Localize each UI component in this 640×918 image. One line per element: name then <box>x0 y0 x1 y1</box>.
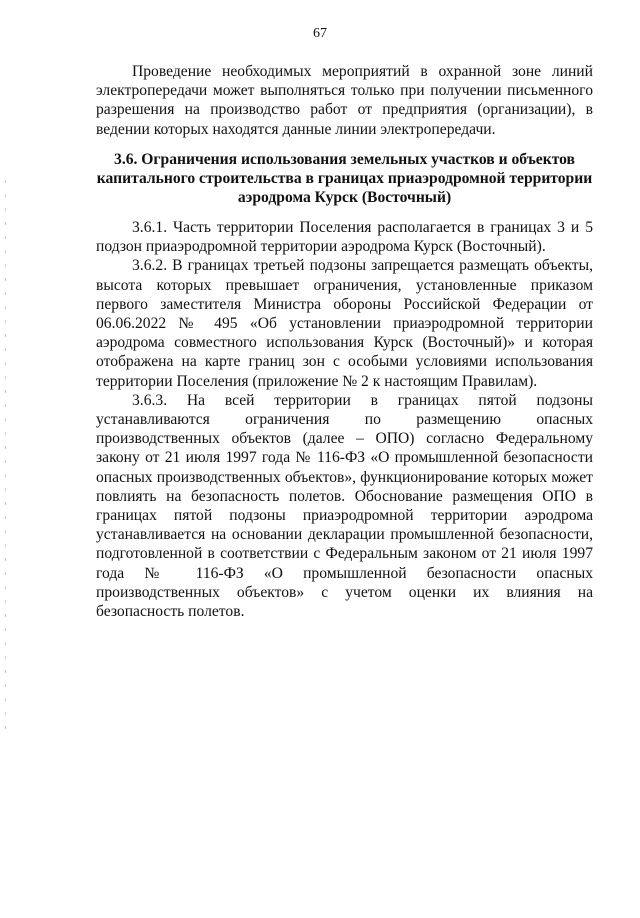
scan-edge-mark <box>5 180 6 740</box>
paragraph-3-6-1: 3.6.1. Часть территории Поселения располагается в границах 3 и 5 подзон приаэродромной территории аэродрома Курск (Восточный). <box>96 219 593 256</box>
section-heading-line-3: аэродрома Курск (Восточный) <box>237 189 452 207</box>
section-body <box>96 218 593 621</box>
section-heading-line-2: капитального строительства в границах приаэродромной территории <box>96 170 593 188</box>
section-heading <box>96 150 593 208</box>
page-number: 67 <box>313 26 327 41</box>
intro-block <box>96 62 593 139</box>
intro-paragraph: Проведение необходимых мероприятий в охранной зоне линий электропередачи может выполняться только при получении письменного разрешения на производство работ от предприятия (организации), в ведении которых находятся данные линии электропередачи. <box>96 63 593 138</box>
paragraph-3-6-3: 3.6.3. На всей территории в границах пятой подзоны устанавливаются ограничения по размещению опасных производственных объектов (далее – ОПО) согласно Федеральному закону от 21 июля 1997 года № 116-ФЗ «О промышленной безопасности опасных производственных объектов», функционирование которых может повлиять на безопасность полетов. Обоснование размещения ОПО в границах пятой подзоны приаэродромной территории аэродрома устанавливается на основании декларации промышленной безопасности, подготовленной в соответствии с Федеральным законом от 21 июля 1997 года № 116-ФЗ «О промышленной безопасности опасных производственных объектов» с учетом оценки их влияния на безопасность полетов. <box>96 391 593 621</box>
section-heading-line-1: 3.6. Ограничения использования земельных участков и объектов <box>114 151 575 168</box>
paragraph-3-6-2: 3.6.2. В границах третьей подзоны запрещается размещать объекты, высота которых превышает ограничения, установленные приказом первого заместителя Министра обороны Российской Федерации от 06.06.2022 № 495 «Об установлении приаэродромной территории аэродрома совместного использования Курск (Восточный)» и которая отображена на карте границ зон с особыми условиями использования территории Поселения (приложение № 2 к настоящим Правилам). <box>96 257 593 390</box>
